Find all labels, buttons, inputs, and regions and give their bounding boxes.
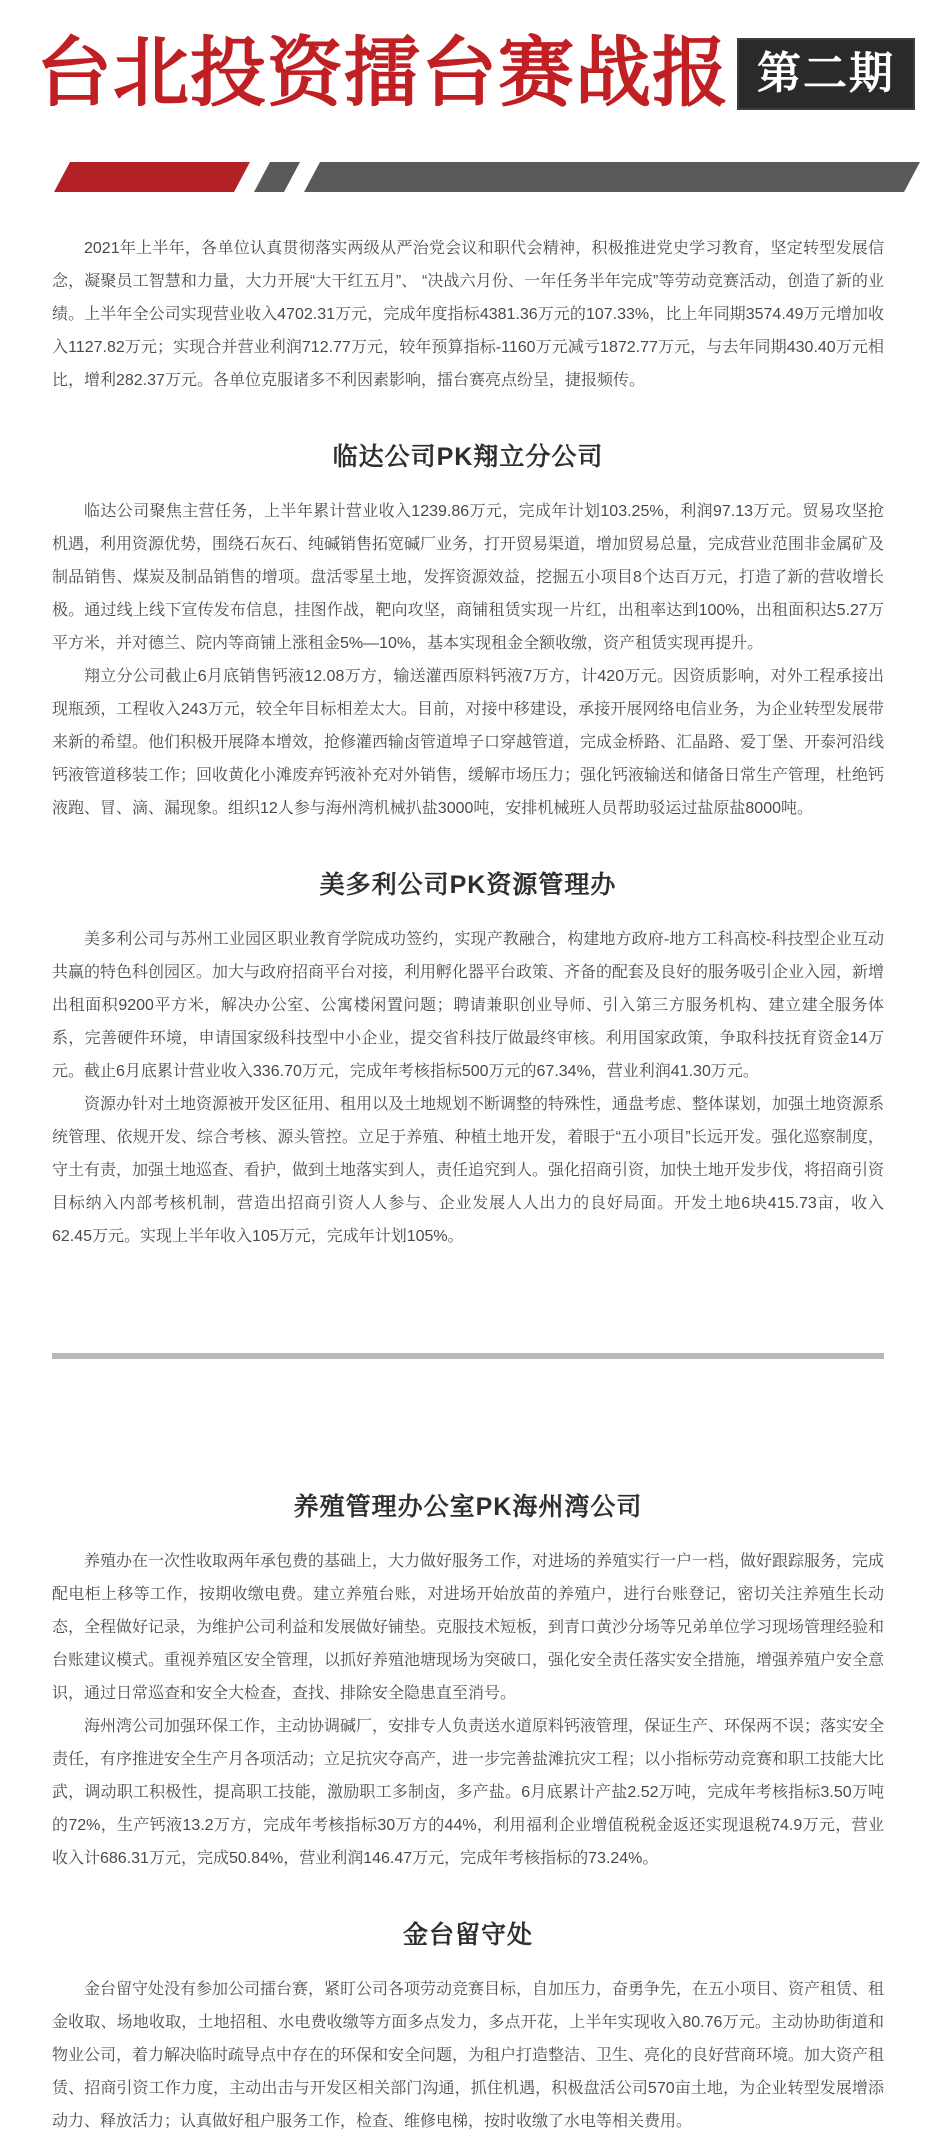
section-paragraph: 临达公司聚焦主营任务，上半年累计营业收入1239.86万元，完成年计划103.25%，利润97.13万元。贸易攻坚抢机遇，利用资源优势，围绕石灰石、纯碱销售拓宽碱厂业务，打开贸易渠道，增加贸易总量，完成营业范围非金属矿及制品销售、煤炭及制品销售的增项。盘活零星土地，发挥资源效益，挖掘五小项目8个达百万元，打造了新的营收增长极。通过线上线下宣传发布信息，挂图作战，靶向攻坚，商铺租赁实现一片红，出租率达到100%，出租面积达5.27万平方米，并对德兰、院内等商铺上涨租金5%—10%，基本实现租金全额收缴，资产租赁实现再提升。 [52,502,885,652]
section-divider [52,1353,884,1359]
section-heading: 美多利公司PK资源管理办 [319,870,617,899]
section-heading: 临达公司PK翔立分公司 [332,442,604,471]
red-stripe [54,162,250,192]
section-paragraph: 美多利公司与苏州工业园区职业教育学院成功签约，实现产教融合，构建地方政府-地方工科高校-科技型企业互动共赢的特色科创园区。加大与政府招商平台对接，利用孵化器平台政策、齐备的配套及良好的服务吸引企业入园，新增出租面积9200平方米，解决办公室、公寓楼闲置问题；聘请兼职创业导师、引入第三方服务机构、建立建全服务体系，完善硬件环境，申请国家级科技型中小企业，提交省科技厅做最终审核。利用国家政策，争取科技抚育资金14万元。截止6月底累计营业收入336.70万元，完成年考核指标500万元的67.34%，营业利润41.30万元。 [52,930,885,1080]
issue-badge: 第二期 [737,38,915,110]
masthead [0,0,936,114]
intro-paragraph: 2021年上半年，各单位认真贯彻落实两级从严治党会议和职代会精神，积极推进党史学习教育，坚定转型发展信念，凝聚员工智慧和力量，大力开展“大干红五月”、 “决战六月份、一年任务半年完成”等劳动竞赛活动，创造了新的业绩。上半年全公司实现营业收入4702.31万元，完成年度指标4381.36万元的107.33%，比上年同期3574.49万元增加收入1127.82万元；实现合并营业利润712.77万元，较年预算指标-1160万元减亏1872.77万元，与去年同期430.40万元相比，增利282.37万元。各单位克服诸多不利因素影响，擂台赛亮点纷呈，捷报频传。 [52,239,884,389]
section-paragraph: 翔立分公司截止6月底销售钙液12.08万方，输送灌西原料钙液7万方，计420万元。因资质影响，对外工程承接出现瓶颈，工程收入243万元，较全年目标相差太大。目前，对接中移建设，承接开展网络电信业务，为企业转型发展带来新的希望。他们积极开展降本增效，抢修灌西输卤管道埠子口穿越管道，完成金桥路、汇晶路、爱丁堡、开泰河沿线钙液管道移装工作；回收黄化小滩废弃钙液补充对外销售，缓解市场压力；强化钙液输送和储备日常生产管理，杜绝钙液跑、冒、滴、漏现象。组织12人参与海州湾机械扒盐3000吨，安排机械班人员帮助驳运过盐原盐8000吨。 [52,667,885,817]
gray-stripe-small [254,162,300,192]
decorative-stripes [0,162,936,192]
page-title: 台北投资擂台赛战报 [36,31,729,116]
section-paragraph: 养殖办在一次性收取两年承包费的基础上，大力做好服务工作，对进场的养殖实行一户一档，做好跟踪服务，完成配电柜上移等工作，按期收缴电费。建立养殖台账，对进场开始放苗的养殖户，进行台账登记，密切关注养殖生长动态，全程做好记录，为维护公司利益和发展做好铺垫。克服技术短板，到青口黄沙分场等兄弟单位学习现场管理经验和台账建议模式。重视养殖区安全管理，以抓好养殖池塘现场为突破口，强化安全责任落实安全措施，增强养殖户安全意识，通过日常巡查和安全大检查，查找、排除安全隐患直至消号。 [52,1552,885,1702]
section-linda-vs-xiangli [52,437,884,825]
gray-stripe-long [304,162,920,192]
section-yangzhi-vs-haizhouwan [52,1487,884,1875]
section-paragraph: 海州湾公司加强环保工作，主动协调碱厂，安排专人负责送水道原料钙液管理，保证生产、环保两不误；落实安全责任，有序推进安全生产月各项活动；立足抗灾夺高产，进一步完善盐滩抗灾工程；以小指标劳动竞赛和职工技能大比武，调动职工积极性，提高职工技能，激励职工多制卤，多产盐。6月底累计产盐2.52万吨，完成年考核指标3.50万吨的72%，生产钙液13.2万方，完成年考核指标30万方的44%，利用福利企业增值税税金返还实现退税74.9万元，营业收入计686.31万元，完成50.84%，营业利润146.47万元，完成年考核指标的73.24%。 [52,1717,885,1867]
section-paragraph: 金台留守处没有参加公司擂台赛，紧盯公司各项劳动竞赛目标，自加压力，奋勇争先，在五小项目、资产租赁、租金收取、场地收取，土地招租、水电费收缴等方面多点发力，多点开花，上半年实现收入80.76万元。主动协助街道和物业公司，着力解决临时疏导点中存在的环保和安全问题，为租户打造整洁、卫生、亮化的良好营商环境。加大资产租赁、招商引资工作力度，主动出击与开发区相关部门沟通，抓住机遇，积极盘活公司570亩土地，为企业转型发展增添动力、释放活力；认真做好租户服务工作，检查、维修电梯，按时收缴了水电等相关费用。 [52,1980,885,2130]
section-meiduoli-vs-ziyuan [52,865,884,1253]
section-heading: 金台留守处 [402,1920,533,1949]
article-body [0,232,936,2138]
section-jintai [52,1915,884,2138]
section-paragraph: 资源办针对土地资源被开发区征用、租用以及土地规划不断调整的特殊性，通盘考虑、整体谋划，加强土地资源系统管理、依规开发、综合考核、源头管控。立足于养殖、种植土地开发，着眼于“五小项目”长远开发。强化巡察制度，守土有责，加强土地巡查、看护，做到土地落实到人，责任追究到人。强化招商引资，加快土地开发步伐，将招商引资目标纳入内部考核机制，营造出招商引资人人参与、企业发展人人出力的良好局面。开发土地6块415.73亩，收入62.45万元。实现上半年收入105万元，完成年计划105%。 [52,1095,885,1245]
section-heading: 养殖管理办公室PK海州湾公司 [293,1492,643,1521]
